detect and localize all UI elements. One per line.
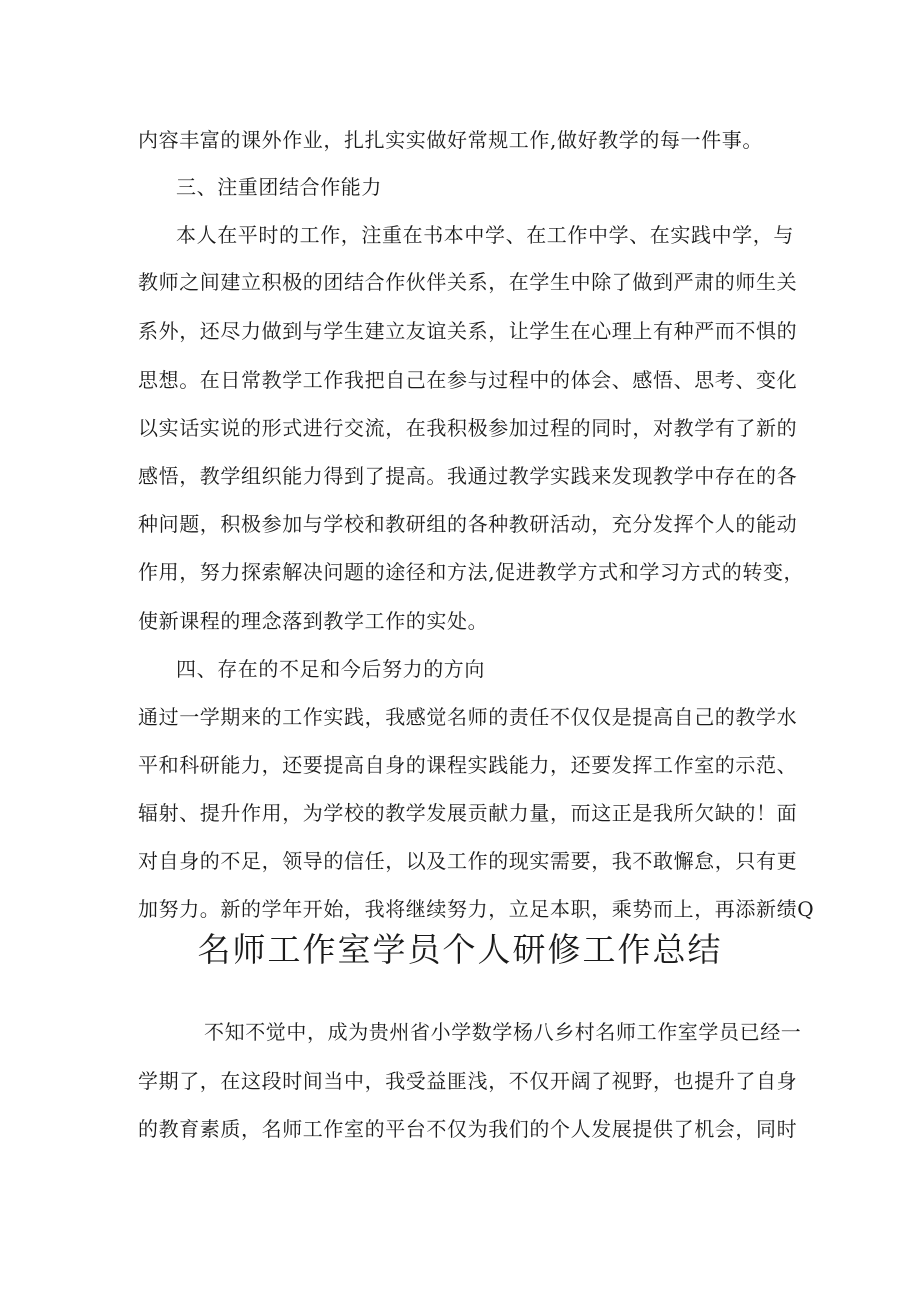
section-heading-3: 三、注重团结合作能力 (176, 175, 382, 199)
paragraph-line: 平和科研能力，还要提高自身的课程实践能力，还要发挥工作室的示范、 (138, 753, 798, 777)
paragraph-line: 内容丰富的课外作业，扎扎实实做好常规工作,做好教学的每一件事。 (138, 128, 763, 152)
paragraph-line: 教师之间建立积极的团结合作伙伴关系，在学生中除了做到严肃的师生关 (138, 270, 798, 294)
paragraph-line: 种问题，积极参加与学校和教研组的各种教研活动，充分发挥个人的能动 (138, 512, 798, 536)
paragraph-line: 本人在平时的工作，注重在书本中学、在工作中学、在实践中学，与 (176, 223, 794, 247)
paragraph-line: 思想。在日常教学工作我把自己在参与过程中的体会、感悟、思考、变化 (138, 368, 798, 392)
section-heading-4: 四、存在的不足和今后努力的方向 (176, 657, 485, 681)
paragraph-line: 不知不觉中，成为贵州省小学数学杨八乡村名师工作室学员已经一 (204, 1020, 802, 1044)
paragraph-line: 以实话实说的形式进行交流，在我积极参加过程的同时，对教学有了新的 (138, 416, 798, 440)
paragraph-line: 对自身的不足，领导的信任，以及工作的现实需要，我不敢懈怠，只有更 (138, 849, 798, 873)
paragraph-line: 的教育素质，名师工作室的平台不仅为我们的个人发展提供了机会，同时 (138, 1117, 798, 1141)
document-title: 名师工作室学员个人研修工作总结 (197, 930, 723, 969)
paragraph-line: 感悟，教学组织能力得到了提高。我通过教学实践来发现教学中存在的各 (138, 464, 798, 488)
paragraph-line: 辐射、提升作用，为学校的教学发展贡献力量，而这正是我所欠缺的！面 (138, 801, 798, 825)
paragraph-line: 使新课程的理念落到教学工作的实处。 (138, 609, 489, 633)
paragraph-line: 系外，还尽力做到与学生建立友谊关系，让学生在心理上有种严而不惧的 (138, 319, 798, 343)
paragraph-line: 作用，努力探索解决问题的途径和方法,促进教学方式和学习方式的转变， (138, 560, 805, 584)
paragraph-line: 加努力。新的学年开始，我将继续努力，立足本职，乘势而上，再添新绩Q (138, 897, 815, 921)
paragraph-line: 学期了，在这段时间当中，我受益匪浅，不仅开阔了视野，也提升了自身 (138, 1069, 798, 1093)
paragraph-line: 通过一学期来的工作实践，我感觉名师的责任不仅仅是提高自己的教学水 (138, 705, 798, 729)
